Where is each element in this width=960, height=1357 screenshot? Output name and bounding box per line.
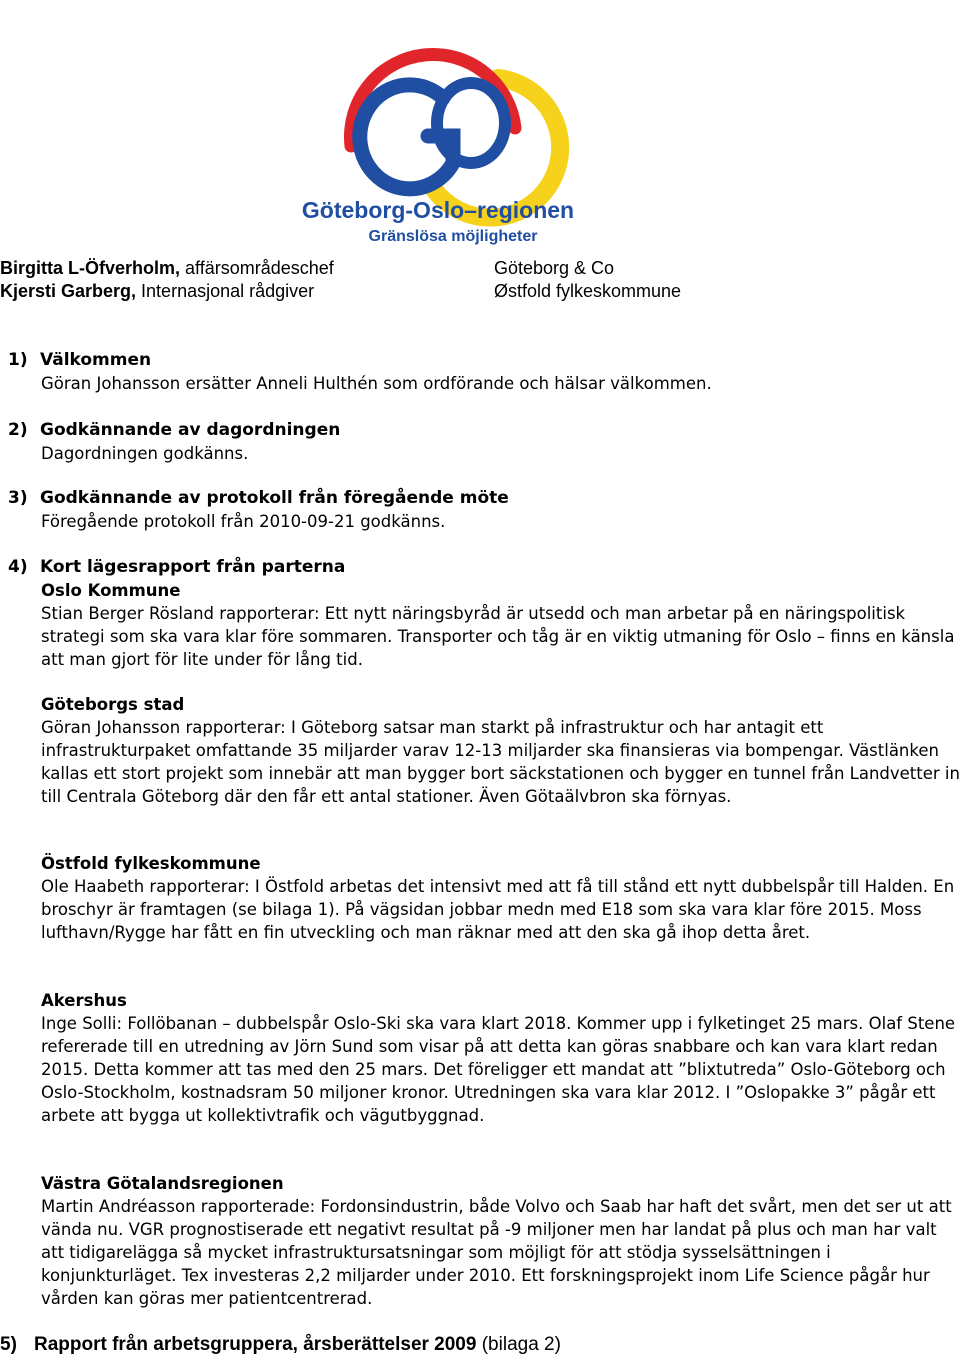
attendee-name: Kjersti Garberg, — [0, 281, 137, 301]
agenda-item-text: Föregående protokoll från 2010-09-21 godkänns. — [41, 512, 446, 531]
agenda-item-number: 5) — [0, 1334, 17, 1355]
report-heading: Göteborgs stad — [41, 695, 185, 714]
attendee-row — [0, 280, 314, 303]
agenda-item-heading — [8, 349, 151, 372]
agenda-item-title: Godkännande av protokoll från föregående möte — [40, 488, 509, 508]
agenda-item-text: Göran Johansson ersätter Anneli Hulthén som ordförande och hälsar välkommen. — [41, 374, 712, 393]
agenda-item-text: Dagordningen godkänns. — [41, 444, 249, 463]
attendee-org: Østfold fylkeskommune — [494, 281, 682, 301]
report-akershus — [41, 989, 960, 1127]
agenda-item-heading — [8, 419, 340, 442]
agenda-item-number: 4) — [8, 557, 28, 577]
report-heading: Östfold fylkeskommune — [41, 854, 261, 873]
agenda-item-number: 1) — [8, 350, 28, 370]
report-text: Inge Solli: Follöbanan – dubbelspår Oslo-Ski ska vara klart 2018. Kommer upp i fylketinget 25 mars. Olaf Stene refererade till en utredning av Jörn Sund som visar på att detta kan göras snabbare och kan vara klart redan 2015. Detta kommer att tas med den 25 mars. Det föreligger ett mandat att ”blixtutreda” Oslo-Göteborg och Oslo-Stockholm, kostnadsram 50 miljoner kronor. Utredningen ska vara klar 2012. I ”Oslopakke 3” pågår ett arbete att bygga ut kollektivtrafik och vägutbyggnad. — [41, 1014, 956, 1125]
attendee-name: Birgitta L-Öfverholm, — [0, 258, 181, 278]
agenda-item-number: 3) — [8, 488, 28, 508]
report-goteborgs-stad — [41, 693, 960, 808]
attendee-role: Internasjonal rådgiver — [136, 281, 315, 301]
logo-blue-o-letter — [437, 83, 505, 163]
goteborg-oslo-region-logo — [283, 28, 593, 250]
report-text: Martin Andréasson rapporterade: Fordonsindustrin, både Volvo och Saab har haft det svårt, men det ser ut att vända nu. VGR prognostiserade ett negativt resultat på -9 miljoner men har landat på plus och man har valt att tidigarelägga så mycket infrastruktursatsningar som möjligt för att stödja sysselsättningen i konjunkturläget. Tex investeras 2,2 miljarder under 2010. Ett forskningsprojekt inom Life Science pågår hur vården kan göras mer patientcentrerad. — [41, 1197, 952, 1308]
report-text: Göran Johansson rapporterar: I Göteborg satsar man starkt på infrastruktur och har antagit ett infrastrukturpaket omfattande 35 miljarder varav 12-13 miljarder ska finansieras via bompengar. Västlänken kallas ett stort projekt som innebär att man bygger bort säckstationen och bygger en tunnel från Landvetter in till Centrala Göteborg där den får ett antal stationer. Även Götaälvbron ska förnyas. — [41, 718, 960, 806]
attendee-row — [0, 257, 334, 280]
attendee-role: affärsområdeschef — [180, 258, 334, 278]
report-heading: Oslo Kommune — [41, 581, 181, 600]
report-ostfold-fylkeskommune — [41, 852, 960, 944]
report-text: Stian Berger Rösland rapporterar: Ett nytt näringsbyråd är utsedd och man arbetar på en näringspolitisk strategi som ska vara klar före sommaren. Transporter och tåg är en viktig utmaning för Oslo – finns en känsla att man gjort för lite under för lång tid. — [41, 604, 955, 669]
agenda-item-heading — [8, 556, 345, 579]
attendee-org: Göteborg & Co — [494, 258, 615, 278]
agenda-item-title: Kort lägesrapport från parterna — [40, 557, 346, 577]
logo-title: Göteborg-Oslo–regionen — [301, 197, 575, 223]
agenda-item-title: Välkommen — [40, 350, 152, 370]
agenda-item-heading — [0, 1333, 561, 1356]
logo-tagline: Gränslösa möjligheter — [368, 228, 538, 245]
agenda-item-title: Rapport från arbetsgruppera, årsberättelser 2009 — [34, 1334, 477, 1355]
agenda-item-number: 2) — [8, 420, 28, 440]
report-vastra-gotalandsregionen — [41, 1172, 960, 1310]
report-heading: Västra Götalandsregionen — [41, 1174, 284, 1193]
logo-rings — [351, 55, 561, 218]
agenda-item-title: Godkännande av dagordningen — [40, 420, 341, 440]
report-text: Ole Haabeth rapporterar: I Östfold arbetas det intensivt med att få till stånd ett nytt dubbelspår till Halden. En broschyr är framtagen (se bilaga 1). På vägsidan jobbar medn med E18 som ska vara klar före 2015. Moss lufthavn/Rygge har fått en fin utveckling och man räknar med att den ska gå ihop detta året. — [41, 877, 955, 942]
agenda-item-heading — [8, 487, 509, 510]
agenda-item-suffix: (bilaga 2) — [476, 1334, 561, 1355]
report-heading: Akershus — [41, 991, 127, 1010]
report-oslo-kommune — [41, 579, 960, 671]
